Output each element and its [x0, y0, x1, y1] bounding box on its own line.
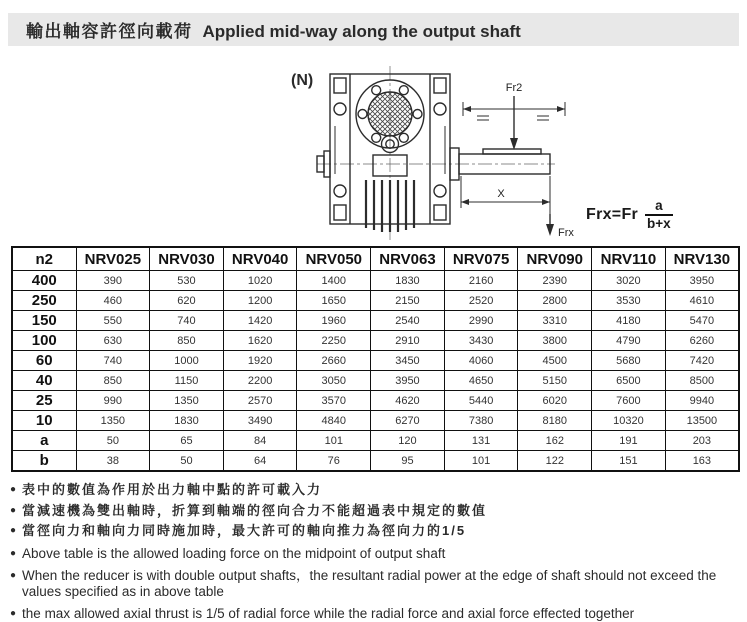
table-cell: 4620	[371, 391, 445, 411]
note-item-4	[10, 546, 739, 562]
table-cell: 1350	[150, 391, 224, 411]
bullet-icon: ●	[10, 548, 17, 559]
table-cell: 122	[518, 451, 592, 472]
bullet-icon: ●	[10, 484, 19, 495]
table-cell: 2570	[223, 391, 297, 411]
table-body	[12, 271, 739, 472]
row-label: 100	[12, 331, 76, 351]
table-cell: 740	[150, 311, 224, 331]
table-cell: 5150	[518, 371, 592, 391]
table-cell: 5470	[665, 311, 739, 331]
table-cell: 4840	[297, 411, 371, 431]
table-cell: 1620	[223, 331, 297, 351]
table-cell: 65	[150, 431, 224, 451]
table-cell: 120	[371, 431, 445, 451]
col-header-nrv025: NRV025	[76, 247, 150, 271]
table-cell: 76	[297, 451, 371, 472]
table-cell: 13500	[665, 411, 739, 431]
table-cell: 3490	[223, 411, 297, 431]
x-dimension	[461, 176, 550, 224]
table-cell: 4500	[518, 351, 592, 371]
table-cell: 2910	[371, 331, 445, 351]
table-cell: 1830	[150, 411, 224, 431]
table-cell: 50	[150, 451, 224, 472]
table-cell: 4650	[444, 371, 518, 391]
x-label: X	[497, 188, 505, 200]
table-cell: 3950	[665, 271, 739, 291]
table-row-b	[12, 451, 739, 472]
title-bar	[8, 13, 739, 46]
table-cell: 2150	[371, 291, 445, 311]
note-item-2	[10, 502, 739, 519]
table-cell: 850	[76, 371, 150, 391]
table-cell: 4790	[592, 331, 666, 351]
note-text: 表中的數值為作用於出力軸中點的許可載入力	[22, 482, 323, 497]
table-cell: 1920	[223, 351, 297, 371]
table-cell: 38	[76, 451, 150, 472]
table-cell: 530	[150, 271, 224, 291]
page-title-zh: 輸出軸容許徑向載荷	[26, 22, 193, 41]
reducer-drawing	[315, 64, 580, 244]
col-header-nrv130: NRV130	[665, 247, 739, 271]
table-cell: 1020	[223, 271, 297, 291]
table-cell: 1830	[371, 271, 445, 291]
radial-load-table	[11, 246, 740, 472]
frx-formula	[586, 198, 673, 231]
table-cell: 390	[76, 271, 150, 291]
table-row-100	[12, 331, 739, 351]
note-item-3	[10, 522, 739, 539]
col-header-nrv040: NRV040	[223, 247, 297, 271]
table-cell: 6020	[518, 391, 592, 411]
formula-denominator: b+x	[647, 215, 671, 231]
table-cell: 2160	[444, 271, 518, 291]
bullet-icon: ●	[10, 570, 17, 581]
unit-label: (N)	[291, 72, 314, 89]
fr2-label: Fr2	[505, 82, 523, 94]
table-row-150	[12, 311, 739, 331]
note-text: the max allowed axial thrust is 1/5 of radial force while the radial force and axial force effected together	[22, 606, 635, 621]
frx-arrowhead	[546, 224, 554, 236]
note-text: 當減速機為雙出軸時，折算到軸端的徑向合力不能超過表中規定的數值	[22, 502, 488, 518]
note-item-5	[10, 568, 739, 600]
table-cell: 2990	[444, 311, 518, 331]
table-cell: 3570	[297, 391, 371, 411]
fr2-arrowhead	[510, 138, 518, 150]
figure-area	[0, 46, 747, 246]
table-header-row	[12, 247, 739, 271]
table-cell: 162	[518, 431, 592, 451]
col-header-nrv110: NRV110	[592, 247, 666, 271]
table-cell: 6500	[592, 371, 666, 391]
table-row-25	[12, 391, 739, 411]
row-label: 250	[12, 291, 76, 311]
table-cell: 84	[223, 431, 297, 451]
table-cell: 203	[665, 431, 739, 451]
table-cell: 163	[665, 451, 739, 472]
bullet-icon: ●	[10, 504, 19, 516]
row-label: b	[12, 451, 76, 472]
row-label: a	[12, 431, 76, 451]
table-cell: 7600	[592, 391, 666, 411]
table-cell: 2520	[444, 291, 518, 311]
note-item-6	[10, 606, 739, 622]
table-cell: 620	[150, 291, 224, 311]
table-cell: 6270	[371, 411, 445, 431]
note-item-1	[10, 481, 739, 498]
table-cell: 550	[76, 311, 150, 331]
table-cell: 151	[592, 451, 666, 472]
formula-numerator: a	[655, 198, 663, 213]
table-cell: 460	[76, 291, 150, 311]
table-cell: 3530	[592, 291, 666, 311]
table-cell: 131	[444, 431, 518, 451]
table-cell: 4180	[592, 311, 666, 331]
row-label: 60	[12, 351, 76, 371]
table-cell: 8180	[518, 411, 592, 431]
formula-lhs: Frx=Fr	[586, 205, 639, 223]
table-cell: 3020	[592, 271, 666, 291]
table-cell: 3430	[444, 331, 518, 351]
page-title-en: Applied mid-way along the output shaft	[202, 22, 521, 41]
table-cell: 1150	[150, 371, 224, 391]
table-cell: 101	[444, 451, 518, 472]
table-cell: 1200	[223, 291, 297, 311]
table-row-40	[12, 371, 739, 391]
table-cell: 5440	[444, 391, 518, 411]
table-cell: 3800	[518, 331, 592, 351]
col-header-nrv030: NRV030	[150, 247, 224, 271]
table-cell: 990	[76, 391, 150, 411]
frx-label: Frx	[558, 227, 574, 239]
table-cell: 7420	[665, 351, 739, 371]
table-row-10	[12, 411, 739, 431]
table-cell: 1420	[223, 311, 297, 331]
table-cell: 2800	[518, 291, 592, 311]
cooling-fins	[366, 180, 414, 232]
table-cell: 850	[150, 331, 224, 351]
table-cell: 1400	[297, 271, 371, 291]
row-label: 10	[12, 411, 76, 431]
table-cell: 3050	[297, 371, 371, 391]
note-text: Above table is the allowed loading force on the midpoint of output shaft	[22, 546, 446, 561]
table-cell: 191	[592, 431, 666, 451]
table-cell: 4060	[444, 351, 518, 371]
table-cell: 5680	[592, 351, 666, 371]
row-label: 150	[12, 311, 76, 331]
table-cell: 1000	[150, 351, 224, 371]
table-cell: 3950	[371, 371, 445, 391]
table-cell: 2390	[518, 271, 592, 291]
table-cell: 6260	[665, 331, 739, 351]
notes-list	[10, 481, 739, 622]
table-cell: 1350	[76, 411, 150, 431]
row-label: 40	[12, 371, 76, 391]
note-text: When the reducer is with double output shafts，the resultant radial power at the edge of shaft should not exceed the values specified as in above table	[22, 568, 717, 599]
table-cell: 9940	[665, 391, 739, 411]
col-header-nrv090: NRV090	[518, 247, 592, 271]
note-text: 當徑向力和軸向力同時施加時，最大許可的軸向推力為徑向力的1/5	[22, 523, 467, 538]
table-head	[12, 247, 739, 271]
table-cell: 1650	[297, 291, 371, 311]
table-cell: 2200	[223, 371, 297, 391]
table-cell: 7380	[444, 411, 518, 431]
table-row-400	[12, 271, 739, 291]
table-cell: 1960	[297, 311, 371, 331]
table-row-250	[12, 291, 739, 311]
col-header-nrv075: NRV075	[444, 247, 518, 271]
table-cell: 50	[76, 431, 150, 451]
col-header-n2: n2	[12, 247, 76, 271]
bullet-icon: ●	[10, 608, 17, 619]
table-cell: 8500	[665, 371, 739, 391]
table-cell: 630	[76, 331, 150, 351]
table-cell: 95	[371, 451, 445, 472]
table-cell: 2250	[297, 331, 371, 351]
bullet-icon: ●	[10, 525, 19, 536]
table-cell: 3310	[518, 311, 592, 331]
table-cell: 3450	[371, 351, 445, 371]
table-cell: 2540	[371, 311, 445, 331]
row-label: 25	[12, 391, 76, 411]
formula-fraction	[645, 198, 673, 231]
col-header-nrv063: NRV063	[371, 247, 445, 271]
col-header-nrv050: NRV050	[297, 247, 371, 271]
table-cell: 2660	[297, 351, 371, 371]
table-row-60	[12, 351, 739, 371]
table-cell: 101	[297, 431, 371, 451]
table-cell: 740	[76, 351, 150, 371]
table-row-a	[12, 431, 739, 451]
table-cell: 64	[223, 451, 297, 472]
table-cell: 10320	[592, 411, 666, 431]
row-label: 400	[12, 271, 76, 291]
table-cell: 4610	[665, 291, 739, 311]
